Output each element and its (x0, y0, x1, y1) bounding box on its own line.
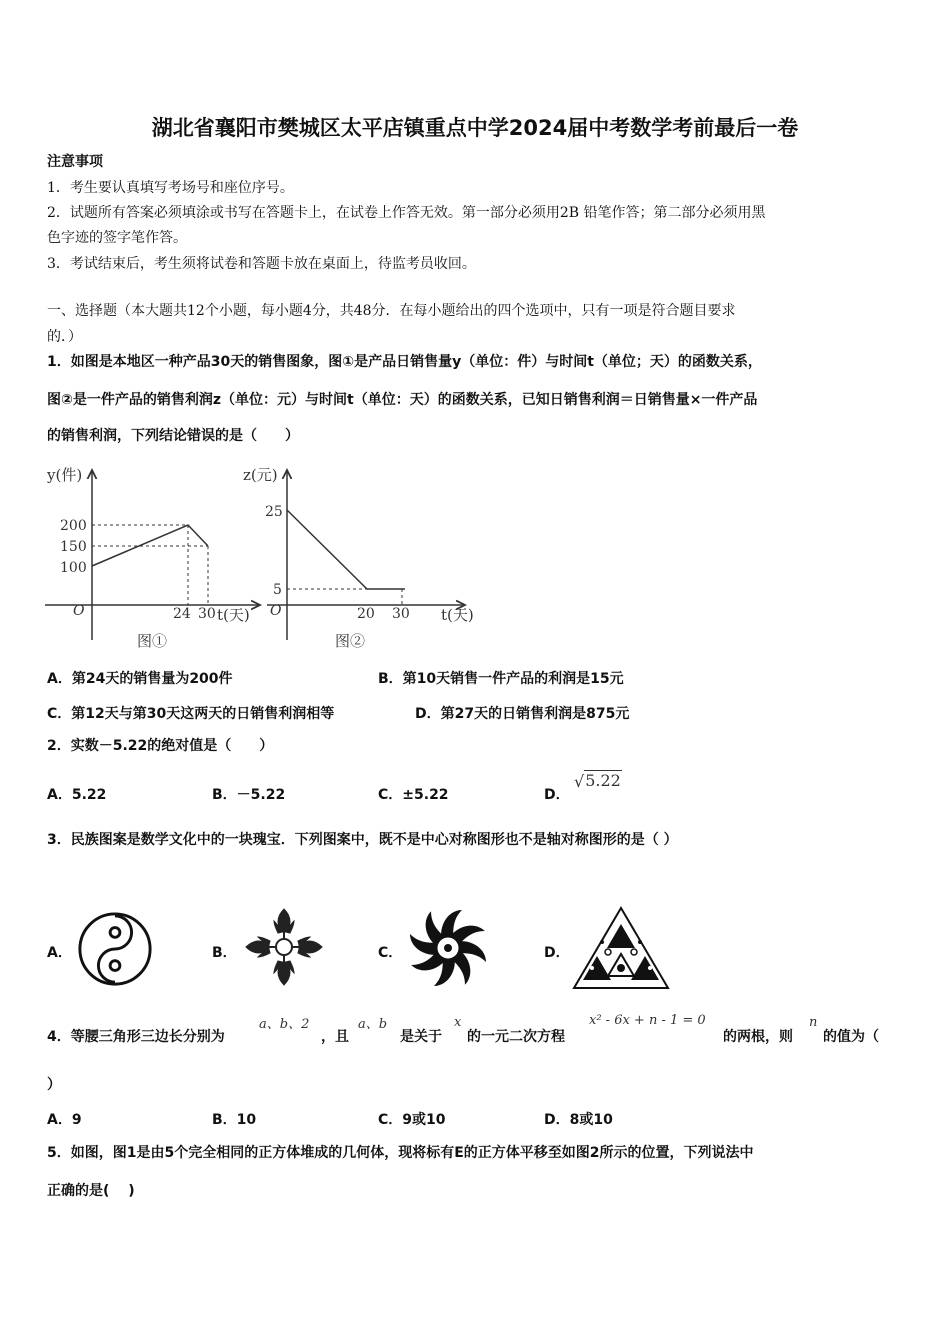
q3-option-d[interactable]: D． (544, 945, 570, 961)
yin-yang-pattern-icon (76, 910, 154, 988)
fig1-ytick-200: 200 (60, 518, 87, 534)
q3-option-b[interactable]: B． (212, 945, 237, 961)
q4-option-b[interactable]: B．10 (212, 1112, 257, 1128)
fig2-caption: 图② (335, 632, 366, 650)
sqrt-sign-icon: √ (574, 772, 585, 791)
q1-option-a[interactable]: A．第24天的销售量为200件 (47, 671, 233, 687)
q4-stem-part3: 是关于 (400, 1029, 442, 1045)
section-heading: 一、选择题（本大题共12个小题，每小题4分，共48分．在每小题给出的四个选项中，只有一项是符合题目要求 (47, 303, 736, 319)
fig2-y-label: z(元) (243, 466, 278, 484)
fig2-x-label: t(天) (441, 606, 474, 624)
q1-option-b[interactable]: B．第10天销售一件产品的利润是15元 (378, 671, 624, 687)
notice-item-3: 3．考试结束后，考生须将试卷和答题卡放在桌面上，待监考员收回。 (47, 256, 476, 272)
q4-stem-part1: 4．等腰三角形三边长分别为 (47, 1029, 225, 1045)
q2-option-d[interactable]: D． (544, 787, 570, 803)
notice-heading: 注意事项 (47, 154, 103, 170)
notice-item-2: 2．试题所有答案必须填涂或书写在答题卡上，在试卷上作答无效。第一部分必须用2B 铅笔作答；第二部分必须用黑 (47, 205, 766, 221)
q2-stem: 2．实数－5.22的绝对值是（ ） (47, 738, 274, 754)
q4-math-n: n (809, 1015, 818, 1030)
q4-stem-part4: 的一元二次方程 (467, 1029, 565, 1045)
q5-stem-line2: 正确的是( ) (47, 1183, 135, 1199)
q2-option-a[interactable]: A．5.22 (47, 787, 107, 803)
fig1-origin: O (73, 603, 85, 619)
triangle-pattern-icon (572, 906, 670, 990)
fig2-origin: O (270, 603, 282, 619)
notice-item-2-cont: 色字迹的签字笔作答。 (47, 230, 187, 246)
q4-math-ab: a、b (358, 1017, 388, 1032)
section-heading-cont: 的．） (47, 329, 82, 345)
q2-option-b[interactable]: B．－5.22 (212, 787, 286, 803)
fig1-ytick-150: 150 (60, 539, 87, 555)
q4-option-d[interactable]: D．8或10 (544, 1112, 613, 1128)
fig2-xtick-30: 30 (392, 606, 410, 622)
q4-math-abc: a、b、2 (259, 1017, 310, 1032)
q1-stem-line1: 1．如图是本地区一种产品30天的销售图象，图①是产品日销售量y（单位：件）与时间t（单位；天）的函数关系， (47, 354, 762, 370)
q4-stem-part2: ，且 (321, 1029, 349, 1045)
q1-stem-line2: 图②是一件产品的销售利润z（单位：元）与时间t（单位：天）的函数关系，已知日销售利润＝日销售量×一件产品 (47, 392, 758, 408)
q3-stem: 3．民族图案是数学文化中的一块瑰宝．下列图案中，既不是中心对称图形也不是轴对称图形的是（ ） (47, 832, 678, 848)
q3-option-c[interactable]: C． (378, 945, 403, 961)
q4-math-equation: x² - 6x + n - 1 = 0 (589, 1013, 706, 1028)
fig2-ytick-25: 25 (265, 504, 283, 520)
q1-figure (45, 460, 485, 655)
q5-stem-line1: 5．如图，图1是由5个完全相同的正方体堆成的几何体，现将标有E的正方体平移至如图2所示的位置，下列说法中 (47, 1145, 754, 1161)
q4-option-a[interactable]: A．9 (47, 1112, 82, 1128)
q3-option-a[interactable]: A． (47, 945, 72, 961)
figure-1-graph (45, 466, 260, 650)
q1-option-d[interactable]: D．第27天的日销售利润是875元 (415, 706, 630, 722)
page-title: 湖北省襄阳市樊城区太平店镇重点中学2024届中考数学考前最后一卷 (151, 116, 799, 140)
q2-option-d-sqrt: √5.22 (574, 771, 621, 791)
q2-option-c[interactable]: C．±5.22 (378, 787, 449, 803)
fig2-ytick-5: 5 (273, 582, 282, 598)
q4-option-c[interactable]: C．9或10 (378, 1112, 446, 1128)
fig1-xtick-30: 30 (198, 606, 216, 622)
fig1-xtick-24: 24 (173, 606, 191, 622)
fig1-y-label: y(件) (47, 466, 83, 484)
pinwheel-pattern-icon (406, 906, 490, 990)
q4-stem-part6: 的值为（ (823, 1029, 879, 1045)
q4-stem-part5: 的两根，则 (723, 1029, 793, 1045)
q1-option-c[interactable]: C．第12天与第30天这两天的日销售利润相等 (47, 706, 335, 722)
q1-stem-line3: 的销售利润，下列结论错误的是（ ） (47, 428, 299, 444)
notice-item-1: 1．考生要认真填写考场号和座位序号。 (47, 180, 294, 196)
q4-stem-line2: ） (47, 1077, 61, 1093)
figure-2-graph (243, 466, 474, 650)
fig2-xtick-20: 20 (357, 606, 375, 622)
q4-math-x: x (454, 1015, 462, 1030)
fig1-x-label: t(天) (217, 606, 250, 624)
flower-cross-pattern-icon (243, 906, 325, 988)
fig2-profit-line (287, 510, 405, 589)
fig1-ytick-100: 100 (60, 560, 87, 576)
fig1-caption: 图① (137, 632, 168, 650)
